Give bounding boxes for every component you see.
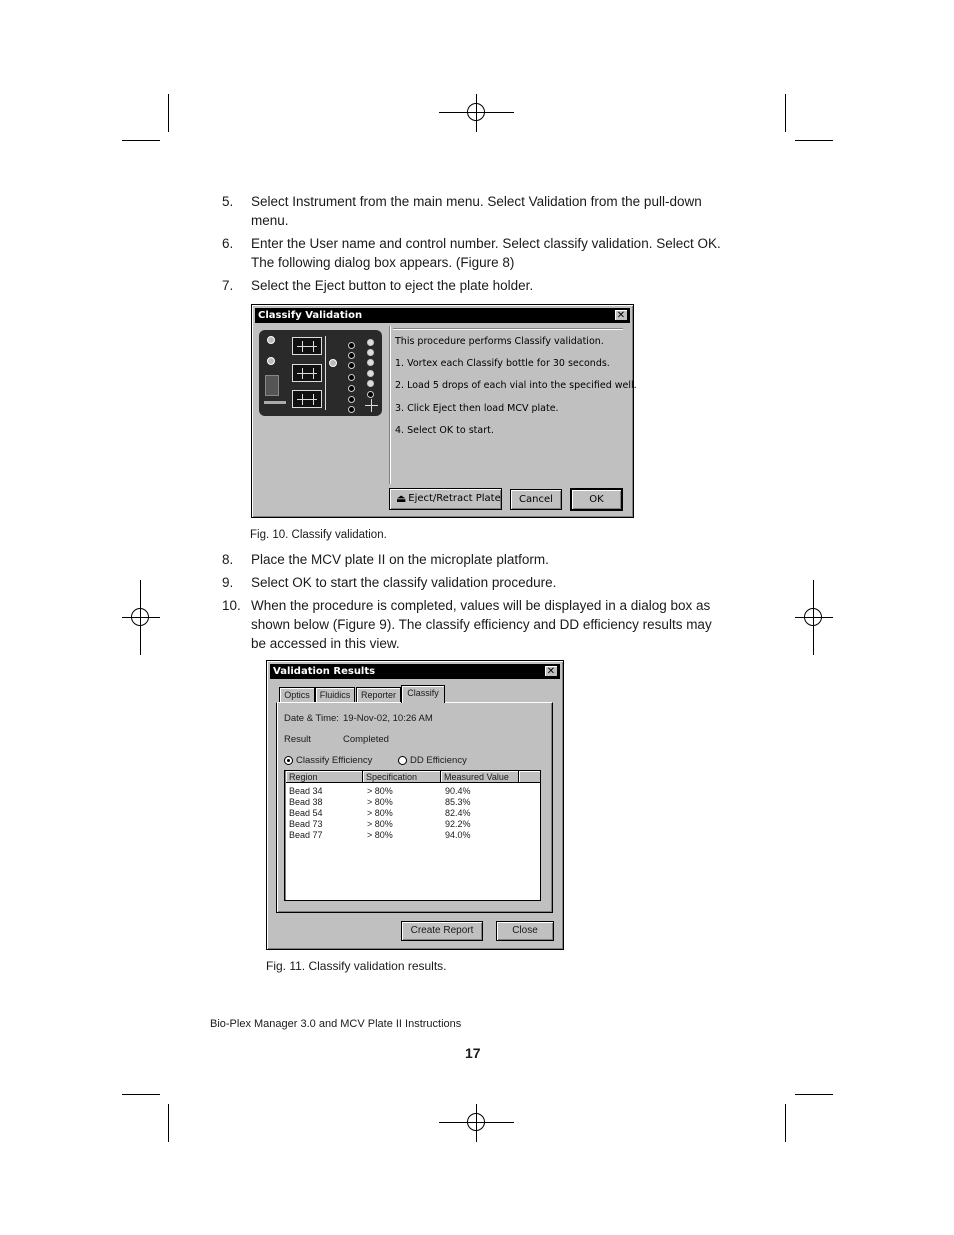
eject-retract-button[interactable] (389, 488, 502, 510)
cell-spec: > 80% (367, 786, 393, 796)
step-number: 10. (222, 598, 241, 613)
cell-region: Bead 73 (289, 819, 323, 829)
figure-10-caption: Fig. 10. Classify validation. (250, 529, 387, 541)
close-icon[interactable]: ✕ (614, 309, 628, 321)
step-number: 7. (222, 278, 234, 293)
date-time-label: Date & Time: (284, 713, 339, 724)
classify-efficiency-label: Classify Efficiency (296, 755, 373, 766)
result-value: Completed (343, 734, 389, 745)
step-text: Select the Eject button to eject the plate holder. (251, 278, 534, 293)
dialog-title: Validation Results (273, 666, 376, 677)
step-text: Enter the User name and control number. Select classify validation. Select OK. The following dialog box appears. (Figure 8) (251, 236, 721, 270)
close-icon[interactable]: ✕ (544, 665, 558, 677)
page-number: 17 (465, 1045, 481, 1061)
cell-region: Bead 38 (289, 797, 323, 807)
cell-value: 94.0% (445, 830, 471, 840)
column-header-measured-value[interactable]: Measured Value (441, 771, 519, 783)
close-label: Close (512, 925, 538, 936)
tab-optics[interactable] (279, 687, 315, 702)
cell-value: 82.4% (445, 808, 471, 818)
cell-spec: > 80% (367, 808, 393, 818)
tab-label: Fluidics (319, 690, 351, 700)
column-header-filler (519, 771, 540, 783)
dialog-titlebar (255, 308, 630, 323)
step-text: Place the MCV plate II on the microplate platform. (251, 552, 549, 567)
column-header-specification[interactable]: Specification (363, 771, 441, 783)
cell-value: 92.2% (445, 819, 471, 829)
cell-spec: > 80% (367, 819, 393, 829)
results-listbox[interactable] (284, 770, 541, 901)
tab-classify[interactable] (401, 685, 445, 703)
step-number: 9. (222, 575, 234, 590)
step-text: Select Instrument from the main menu. Select Validation from the pull-down menu. (251, 194, 702, 228)
eject-icon: ⏏ (396, 492, 407, 505)
dialog-title: Classify Validation (258, 310, 363, 321)
tab-label: Classify (407, 688, 439, 698)
ok-label: OK (589, 494, 604, 505)
classify-efficiency-radio[interactable] (284, 756, 293, 765)
step-text: Select OK to start the classify validation procedure. (251, 575, 557, 590)
dd-efficiency-label: DD Efficiency (410, 755, 467, 766)
cell-value: 90.4% (445, 786, 471, 796)
cancel-button[interactable] (510, 489, 562, 510)
instrument-plate-icon (259, 330, 382, 416)
cell-value: 85.3% (445, 797, 471, 807)
figure-11-caption: Fig. 11. Classify validation results. (266, 959, 447, 973)
tab-label: Reporter (360, 690, 396, 700)
procedure-intro: This procedure performs Classify validation. (395, 336, 604, 347)
eject-retract-label: Eject/Retract Plate (408, 493, 501, 504)
dialog-titlebar (270, 664, 560, 679)
result-label: Result (284, 734, 311, 745)
instruction-line: 2. Load 5 drops of each vial into the specified well. (395, 380, 637, 391)
step-text: When the procedure is completed, values will be displayed in a dialog box as shown below (Figure 9). The classify efficiency and DD efficiency results may be accessed in this view. (251, 598, 712, 651)
header-divider (393, 328, 623, 329)
panel-divider (389, 326, 390, 484)
ok-button[interactable] (570, 488, 623, 511)
tab-fluidics[interactable] (315, 687, 355, 702)
cell-region: Bead 34 (289, 786, 323, 796)
close-button[interactable] (496, 921, 554, 941)
cell-spec: > 80% (367, 830, 393, 840)
step-number: 6. (222, 236, 234, 251)
cancel-label: Cancel (519, 494, 553, 505)
cell-region: Bead 54 (289, 808, 323, 818)
step-number: 8. (222, 552, 234, 567)
column-header-region[interactable]: Region (286, 771, 363, 783)
dd-efficiency-radio[interactable] (398, 756, 407, 765)
instruction-line: 4. Select OK to start. (395, 425, 494, 436)
document-footer-title: Bio-Plex Manager 3.0 and MCV Plate II Instructions (210, 1018, 462, 1030)
tab-reporter[interactable] (356, 687, 401, 702)
cell-spec: > 80% (367, 797, 393, 807)
instruction-line: 3. Click Eject then load MCV plate. (395, 403, 559, 414)
classify-validation-dialog (251, 304, 637, 518)
create-report-button[interactable] (401, 921, 483, 941)
cell-region: Bead 77 (289, 830, 323, 840)
step-number: 5. (222, 194, 234, 209)
tab-label: Optics (284, 690, 310, 700)
date-time-value: 19-Nov-02, 10:26 AM (343, 713, 433, 724)
instruction-line: 1. Vortex each Classify bottle for 30 seconds. (395, 358, 610, 369)
create-report-label: Create Report (410, 925, 474, 936)
